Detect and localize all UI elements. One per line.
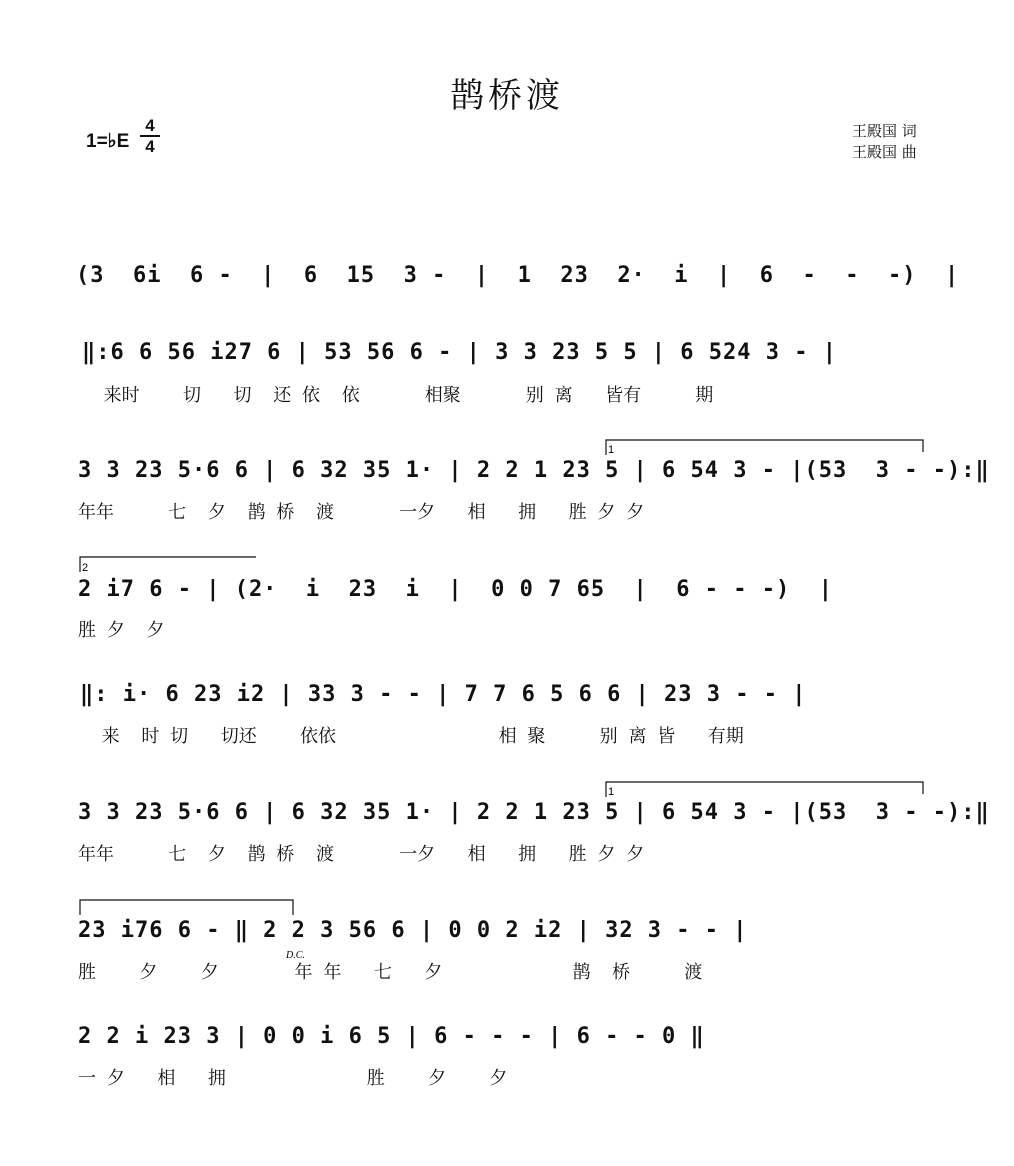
lyric-line-6: 年年 七 夕 鹊 桥 渡 一夕 相 拥 胜 夕 夕: [78, 844, 645, 865]
ending-1-label-b: 1: [608, 786, 615, 798]
lyric-line-5: 来 时 切 切还 依依 相 聚 别 离 皆 有期: [80, 726, 744, 747]
notes-line-4: 2 i7 6 - | (2· i 23 i | 0 0 7 65 | 6 - - -) |: [78, 577, 833, 602]
lyric-line-3: 年年 七 夕 鹊 桥 渡 一夕 相 拥 胜 夕 夕: [78, 502, 645, 523]
notes-line-3: 3 3 23 5·6 6 | 6 32 35 1· | 2 2 1 23 5 | 6 54 3 - |(53 3 - -):‖: [78, 458, 990, 483]
composer-credit: 王殿国 曲: [852, 143, 917, 161]
notes-line-1: (3 6i 6 - | 6 15 3 - | 1 23 2· i | 6 - - -) |: [76, 263, 960, 288]
volta-bracket-1b: [606, 782, 923, 797]
notes-line-2: ‖:6 6 56 i27 6 | 53 56 6 - | 3 3 23 5 5 | 6 524 3 - |: [82, 340, 837, 365]
notes-line-6: 3 3 23 5·6 6 | 6 32 35 1· | 2 2 1 23 5 | 6 54 3 - |(53 3 - -):‖: [78, 800, 990, 825]
volta-bracket-1a: [606, 440, 923, 455]
dc-mark: D.C.: [286, 950, 305, 961]
ending-2-label: 2: [82, 562, 89, 574]
lyric-line-4: 胜 夕 夕: [78, 620, 165, 641]
lyric-line-8: 一 夕 相 拥 胜 夕 夕: [78, 1068, 508, 1089]
lyricist-credit: 王殿国 词: [852, 122, 917, 140]
page-title: 鹊桥渡: [450, 76, 564, 116]
key-signature: 1=♭E: [86, 131, 130, 152]
meter-top: 4: [145, 116, 155, 135]
meter-bottom: 4: [145, 137, 155, 156]
lyric-line-2: 来时 切 切 还 依 依 相聚 别 离 皆有 期: [82, 385, 714, 406]
notes-line-7: 23 i76 6 - ‖ 2 2 3 56 6 | 0 0 2 i2 | 32 3 - - |: [78, 918, 748, 943]
ending-1-label-a: 1: [608, 444, 615, 456]
notes-line-5: ‖: i· 6 23 i2 | 33 3 - - | 7 7 6 5 6 6 | 23 3 - - |: [80, 682, 807, 707]
notes-line-8: 2 2 i 23 3 | 0 0 i 6 5 | 6 - - - | 6 - - 0 ‖: [78, 1024, 705, 1049]
lyric-line-7: 胜 夕 夕 年 年 七 夕 鹊 桥 渡: [78, 962, 703, 983]
volta-bracket-2: [80, 557, 256, 572]
bracket-line-7: [80, 900, 293, 915]
